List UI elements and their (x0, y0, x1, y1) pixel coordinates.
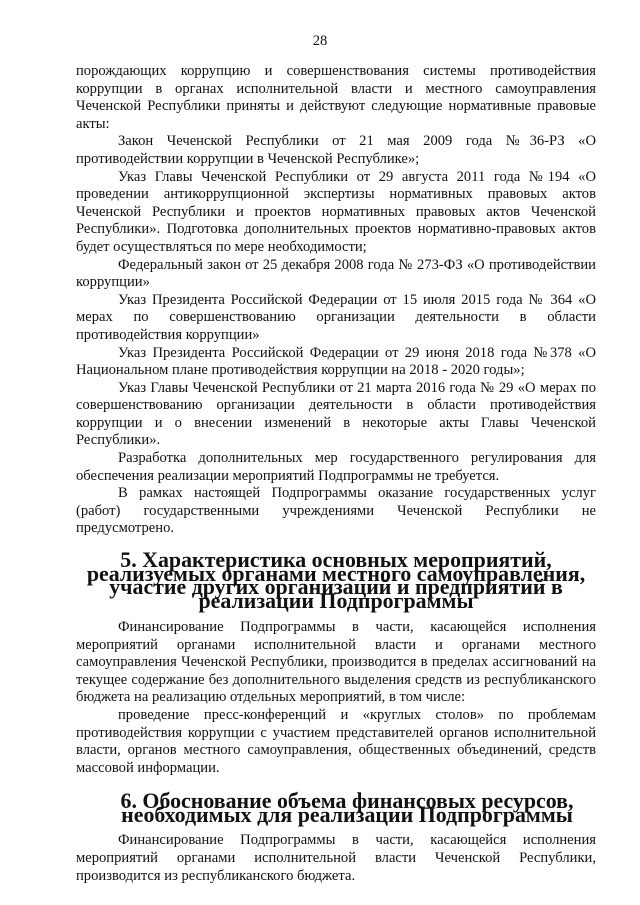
section-heading-5: 5. Характеристика основных мероприятий, реализуемых органами местного самоуправления, участие других организаций и предприятий в реализации Подпрограммы (86, 547, 586, 613)
paragraph-financing-republic: Финансирование Подпрограммы в части, касающейся исполнения мероприятий органами исполнительной власти Чеченской Республики, производится из республиканского бюджета. (76, 832, 596, 884)
paragraph-press-conferences: проведение пресс-конференций и «круглых столов» по проблемам противодействия коррупции с участием представителей органов исполнительной власти, органов местного самоуправления, общественных объединений, средств массовой информации. (76, 707, 596, 776)
paragraph-law-36rz: Закон Чеченской Республики от 21 мая 2009 года №36-РЗ «О противодействии коррупции в Чеченской Республике»; (76, 133, 596, 167)
paragraph-decree-29: Указ Главы Чеченской Республики от 21 марта 2016 года № 29 «О мерах по совершенствованию организации деятельности в области противодействия коррупции и о внесении изменений в некоторые акты Главы Чеченской Республики». (76, 379, 596, 449)
paragraph-decree-364: Указ Президента Российской Федерации от 15 июля 2015 года № 364 «О мерах по совершенствованию организации деятельности в области противодействия коррупции» (76, 291, 596, 343)
paragraph-state-services: В рамках настоящей Подпрограммы оказание государственных услуг (работ) государственными учреждениями Чеченской Республики не предусмотрено. (76, 485, 596, 537)
paragraph-federal-law-273: Федеральный закон от 25 декабря 2008 года № 273-ФЗ «О противодействии коррупции» (76, 256, 596, 291)
paragraph-intro: порождающих коррупцию и совершенствования системы противодействия коррупции в органах исполнительной власти и местного самоуправления Чеченской Республики приняты и действуют следующие нормативные правовые акты: (76, 63, 596, 132)
paragraph-decree-378: Указ Президента Российской Федерации от 29 июня 2018 года №378 «О Национальном плане противодействия коррупции на 2018 - 2020 годы»; (76, 344, 596, 379)
section-heading-6: 6. Обоснование объема финансовых ресурсов, необходимых для реализации Подпрограммы (120, 788, 574, 827)
paragraph-financing-local: Финансирование Подпрограммы в части, касающейся исполнения мероприятий органами исполнительной власти и органами местного самоуправления Чеченской Республики, производится в пределах ассигнований на текущее содержание без дополнительного выделения средств из республиканского бюджета на реализацию отдельных мероприятий, в том числе: (76, 619, 596, 706)
paragraph-additional-measures: Разработка дополнительных мер государственного регулирования для обеспечения реализации мероприятий Подпрограммы не требуется. (76, 450, 596, 484)
paragraph-decree-194: Указ Главы Чеченской Республики от 29 августа 2011 года №194 «О проведении антикоррупционной экспертизы нормативных правовых актов Чеченской Республики и проектов нормативных правовых актов Чеченской Республики». Подготовка дополнительных проектов нормативно-правовых актов будет осуществляться по мере необходимости; (76, 168, 596, 255)
document-body (76, 63, 596, 885)
page-number: 28 (312, 33, 328, 49)
